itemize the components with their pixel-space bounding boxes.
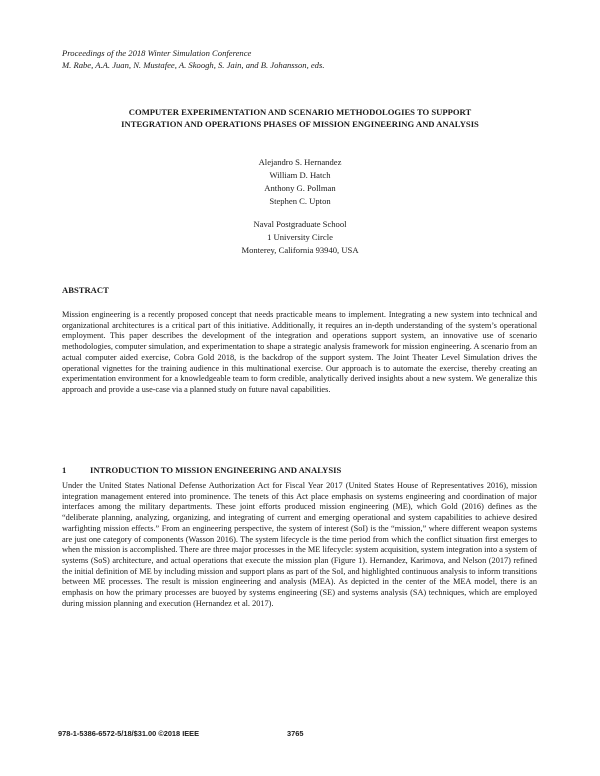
affiliation (150, 218, 450, 257)
section-title: INTRODUCTION TO MISSION ENGINEERING AND ANALYSIS (90, 465, 342, 475)
proceedings-editors: M. Rabe, A.A. Juan, N. Mustafee, A. Skoogh, S. Jain, and B. Johansson, eds. (62, 60, 325, 70)
affiliation-street: 1 University Circle (267, 232, 333, 242)
page-number: 3765 (287, 729, 304, 738)
paper-title-line-2: INTEGRATION AND OPERATIONS PHASES OF MISSION ENGINEERING AND ANALYSIS (121, 118, 479, 129)
footer-isbn: 978-1-5386-6572-5/18/$31.00 ©2018 IEEE (58, 729, 200, 738)
proceedings-header (62, 47, 542, 71)
section-1-body: Under the United States National Defense Authorization Act for Fiscal Year 2017 (United States House of Representatives 2016), mission integration management entered into prominence. The tenets of this Act place emphasis on systems engineering and coordination of major interfaces among the military departments. These joint efforts produced mission engineering (ME), which Gold (2016) defines as the “deliberate planning, analyzing, organizing, and integrating of current and emerging operational and system capabilities to achieve desired warfighting mission effects.” From an engineering perspective, the system of interest (SoI) is the “mission,” where different weapon systems are just one category of components (Wasson 2016). The system lifecycle is the time period from which the conflict situation first emerges to when the mission is accomplished. There are three major processes in the ME lifecycle: system acquisition, system integration into a system of systems (SoS) architecture, and actual operations that execute the mission plan (Figure 1). Hernandez, Karimova, and Nelson (2017) refined the initial definition of ME by including mission and support plans as part of the SoI, and highlighted continuous analysis to inform transitions between ME processes. The result is mission engineering and analysis (MEA). As depicted in the center of the MEA model, there is an emphasis on how the primary processes are buoyed by systems engineering (SE) and systems analysis (SA) techniques, which are employed during mission planning and execution (Hernandez et al. 2017). (62, 481, 537, 608)
section-1-heading (62, 465, 341, 475)
abstract-body: Mission engineering is a recently proposed concept that needs practicable means to implement. Integrating a new system into technical and organizational architectures is a critical part of this initiative. Additionally, it requires an in-depth understanding of the system’s operational employment. This paper describes the development of the integration and operations support system, an innovative use of scenario methodologies, computer simulation, and experimentation to shape a strategic analysis framework for mission engineering. A scenario from an actual computer aided exercise, Cobra Gold 2018, is the backdrop of the support system. The Joint Theater Level Simulation drives the operational vignettes for the training audience in this multinational exercise. Our approach is to automate the exercise, thereby creating an experimentation environment for a knowledgeable team to form credible, analytically derived insights about a new system. We generalize this approach and provide a use-case via a planned study on future naval capabilities. (62, 310, 537, 394)
paper-title-line-1: COMPUTER EXPERIMENTATION AND SCENARIO METHODOLOGIES TO SUPPORT (128, 107, 472, 117)
author-name: Stephen C. Upton (269, 196, 331, 206)
author-name: Anthony G. Pollman (264, 183, 336, 193)
abstract-heading: ABSTRACT (62, 285, 109, 295)
author-list (150, 156, 450, 208)
proceedings-title: Proceedings of the 2018 Winter Simulation Conference (62, 48, 252, 58)
author-name: Alejandro S. Hernandez (258, 157, 342, 167)
author-name: William D. Hatch (269, 170, 331, 180)
paper-title (60, 107, 540, 130)
section-number: 1 (62, 465, 67, 475)
affiliation-institution: Naval Postgraduate School (253, 219, 347, 229)
affiliation-city: Monterey, California 93940, USA (241, 245, 359, 255)
